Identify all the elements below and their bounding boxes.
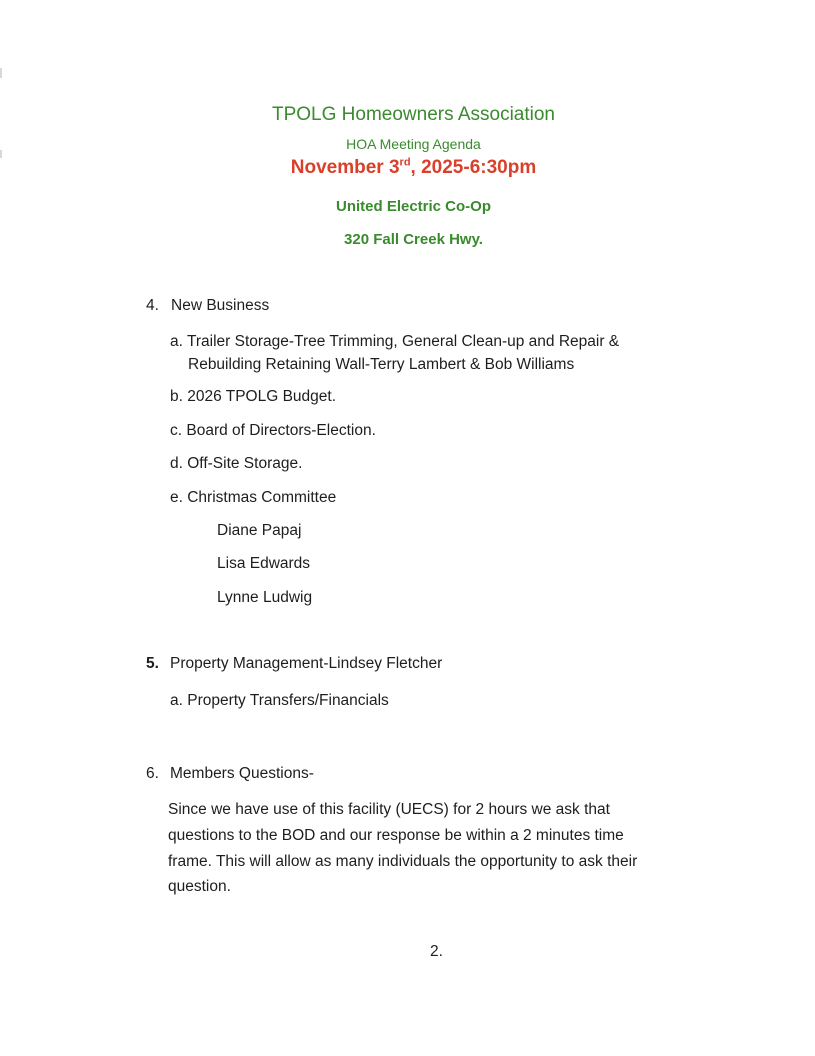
section-title: Property Management-Lindsey Fletcher: [170, 655, 443, 672]
agenda-subtitle: HOA Meeting Agenda: [346, 136, 481, 152]
section-number: 5.: [146, 655, 159, 672]
section-title: New Business: [171, 297, 270, 314]
page-number: 2.: [430, 943, 443, 960]
section-number: 4.: [146, 297, 159, 314]
meeting-address: 320 Fall Creek Hwy.: [344, 231, 483, 248]
agenda-item-continued: Rebuilding Retaining Wall-Terry Lambert & Bob Williams: [188, 356, 575, 373]
paragraph-line: question.: [168, 878, 231, 895]
organization-title: TPOLG Homeowners Association: [271, 104, 555, 125]
agenda-item: b. 2026 TPOLG Budget.: [170, 388, 337, 405]
committee-member: Lynne Ludwig: [217, 589, 313, 606]
section-number: 6.: [146, 765, 159, 782]
agenda-item: c. Board of Directors-Election.: [170, 422, 376, 439]
committee-member: Diane Papaj: [217, 522, 302, 539]
agenda-item: e. Christmas Committee: [170, 489, 337, 506]
agenda-item: a. Trailer Storage-Tree Trimming, General Clean-up and Repair &: [170, 333, 620, 350]
meeting-date-main: November 3: [290, 157, 400, 178]
paragraph-line: frame. This will allow as many individuals the opportunity to ask their: [168, 853, 638, 870]
section-title: Members Questions-: [170, 765, 314, 782]
paragraph-line: Since we have use of this facility (UECS) for 2 hours we ask that: [168, 801, 610, 818]
committee-member: Lisa Edwards: [217, 555, 311, 572]
agenda-item: a. Property Transfers/Financials: [170, 692, 389, 709]
paragraph-line: questions to the BOD and our response be within a 2 minutes time: [168, 827, 624, 844]
meeting-venue: United Electric Co-Op: [335, 198, 492, 215]
meeting-date-ordinal: rd: [399, 156, 411, 169]
scan-mark: [0, 68, 2, 78]
agenda-item: d. Off-Site Storage.: [170, 455, 303, 472]
meeting-date: [0, 157, 815, 179]
meeting-date-time: , 2025-6:30pm: [410, 157, 537, 178]
